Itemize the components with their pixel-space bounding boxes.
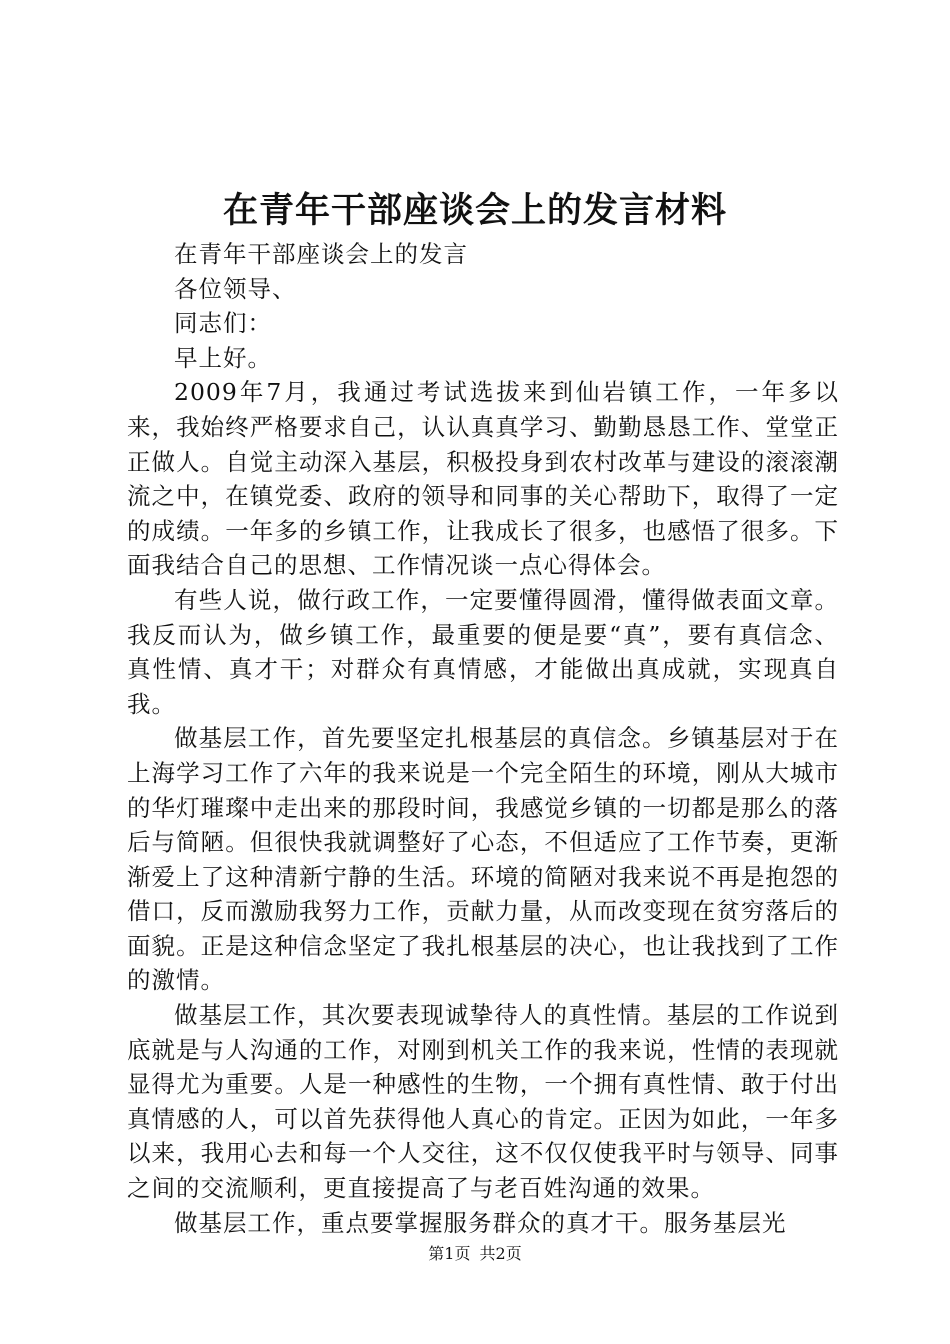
page-footer bbox=[0, 1242, 950, 1266]
paragraph-truth: 有些人说，做行政工作，一定要懂得圆滑，懂得做表面文章。我反而认为，做乡镇工作，最重要的便是要“真”，要有真信念、真性情、真才干；对群众有真情感，才能做出真成就，实现真自我。 bbox=[127, 585, 839, 718]
paragraph-ability: 做基层工作，重点要掌握服务群众的真才干。服务基层光 bbox=[174, 1208, 787, 1237]
paragraph-intro: 2009年7月，我通过考试选拔来到仙岩镇工作，一年多以来，我始终严格要求自己，认认真真学习、勤勤恳恳工作、堂堂正正做人。自觉主动深入基层，积极投身到农村改革与建设的滚滚潮流之中，在镇党委、政府的领导和同事的关心帮助下，取得了一定的成绩。一年多的乡镇工作，让我成长了很多，也感悟了很多。下面我结合自己的思想、工作情况谈一点心得体会。 bbox=[127, 378, 839, 580]
paragraph-greeting: 早上好。 bbox=[174, 343, 272, 372]
document-title: 在青年干部座谈会上的发言材料 bbox=[222, 190, 727, 231]
paragraph-belief: 做基层工作，首先要坚定扎根基层的真信念。乡镇基层对于在上海学习工作了六年的我来说是一个完全陌生的环境，刚从大城市的华灯璀璨中走出来的那段时间，我感觉乡镇的一切都是那么的落后与简陋。但很快我就调整好了心态，不但适应了工作节奏，更渐渐爱上了这种清新宁静的生活。环境的简陋对我来说不再是抱怨的借口，反而激励我努力工作，贡献力量，从而改变现在贫穷落后的面貌。正是这种信念坚定了我扎根基层的决心，也让我找到了工作的激情。 bbox=[127, 724, 839, 995]
page-number: 第1页 bbox=[428, 1244, 471, 1263]
page-total: 共2页 bbox=[479, 1244, 522, 1263]
paragraph-temperament: 做基层工作，其次要表现诚挚待人的真性情。基层的工作说到底就是与人沟通的工作，对刚到机关工作的我来说，性情的表现就显得尤为重要。人是一种感性的生物，一个拥有真性情、敢于付出真情感的人，可以首先获得他人真心的肯定。正因为如此，一年多以来，我用心去和每一个人交往，这不仅仅使我平时与领导、同事之间的交流顺利，更直接提高了与老百姓沟通的效果。 bbox=[127, 1001, 839, 1203]
paragraph-salutation-leaders: 各位领导、 bbox=[174, 274, 297, 303]
paragraph-salutation-comrades: 同志们： bbox=[174, 309, 272, 338]
paragraph-heading: 在青年干部座谈会上的发言 bbox=[174, 240, 468, 268]
document-body bbox=[127, 237, 839, 1240]
